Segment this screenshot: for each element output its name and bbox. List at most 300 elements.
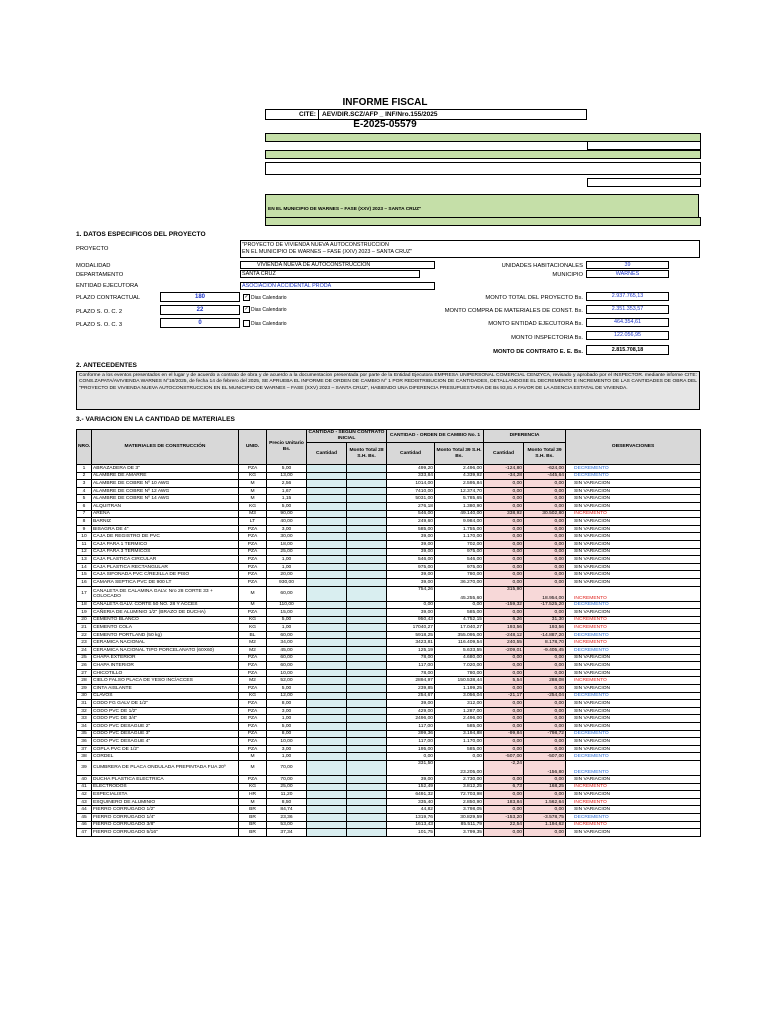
checkbox-checked-icon[interactable]: ✓ — [244, 306, 249, 312]
diff-amount: 0,00 — [524, 738, 566, 746]
materials-table — [76, 429, 701, 837]
observation: SIN VARIACION — [566, 738, 701, 746]
order-amount: 1.380,90 — [435, 502, 484, 510]
contract-amount — [347, 487, 387, 495]
row-number: 12 — [77, 548, 92, 556]
table-row — [77, 821, 701, 829]
order-qty: 152,49 — [387, 783, 435, 791]
unit-price: 1,00 — [267, 556, 307, 564]
diff-amount: 1.194,62 — [524, 821, 566, 829]
material-name: CODO PVC DE 1/2" — [92, 707, 239, 715]
observation: SIN VARIACION — [566, 548, 701, 556]
diff-qty: 315,90 — [484, 586, 524, 601]
order-amount: 3.194,88 — [435, 730, 484, 738]
row-number: 22 — [77, 631, 92, 639]
unit-price: 1,00 — [267, 563, 307, 571]
material-name: ARENA — [92, 510, 239, 518]
unit-price: 3,00 — [267, 707, 307, 715]
contract-qty — [307, 813, 347, 821]
unit: PZA — [239, 609, 267, 617]
row-number: 33 — [77, 715, 92, 723]
observation: INCREMENTO — [566, 677, 701, 685]
material-name: CODO PVC DE 3/4" — [92, 715, 239, 723]
order-amount: 355.095,00 — [435, 631, 484, 639]
contract-qty — [307, 465, 347, 473]
material-name: CAJA PARA 3 TERMICOS — [92, 548, 239, 556]
diff-qty: 0,00 — [484, 738, 524, 746]
contract-qty — [307, 495, 347, 503]
material-name: ABRAZADERA DE 3" — [92, 465, 239, 473]
row-number: 36 — [77, 738, 92, 746]
row-number: 34 — [77, 723, 92, 731]
unit: PZA — [239, 669, 267, 677]
monto-inspectoria-value: 122.056,95 — [586, 331, 669, 340]
unit-price: 10,00 — [267, 738, 307, 746]
diff-amount: -14.887,20 — [524, 631, 566, 639]
order-qty: 3423,81 — [387, 639, 435, 647]
unidades-value: 39 — [586, 261, 669, 269]
contract-amount — [347, 540, 387, 548]
material-name: CAÑERIA DE ALUMINIO 1/2" (BRAZO DE DUCHA) — [92, 609, 239, 617]
row-number: 46 — [77, 821, 92, 829]
order-qty: 975,00 — [387, 563, 435, 571]
order-qty: 249,60 — [387, 518, 435, 526]
unit-price: 1,15 — [267, 495, 307, 503]
unit-price: 11,20 — [267, 791, 307, 799]
plazo-soc3-label: PLAZO S. O. C. 3 — [76, 322, 123, 328]
order-amount: 7.020,00 — [435, 662, 484, 670]
order-amount: 780,00 — [435, 669, 484, 677]
contract-amount — [347, 730, 387, 738]
observation: SIN VARIACION — [566, 723, 701, 731]
order-amount: 1.199,25 — [435, 685, 484, 693]
diff-amount: 8.178,70 — [524, 639, 566, 647]
unit: BR — [239, 829, 267, 837]
table-row — [77, 586, 701, 601]
contract-amount — [347, 647, 387, 655]
order-qty: 44,82 — [387, 806, 435, 814]
unit-price: 2,56 — [267, 480, 307, 488]
unit: BR — [239, 813, 267, 821]
unit-price: 37,34 — [267, 829, 307, 837]
unit-price: 5,00 — [267, 616, 307, 624]
unit: BL — [239, 631, 267, 639]
observation: DECREMENTO — [566, 760, 701, 775]
order-amount: 975,00 — [435, 548, 484, 556]
order-amount: 975,00 — [435, 563, 484, 571]
diff-amount: 0,00 — [524, 791, 566, 799]
unit-price: 5,00 — [267, 502, 307, 510]
unit-price: 20,00 — [267, 571, 307, 579]
row-number: 14 — [77, 563, 92, 571]
order-qty: 0,00 — [387, 753, 435, 761]
table-row — [77, 495, 701, 503]
unit-price: 1,67 — [267, 487, 307, 495]
contract-qty — [307, 753, 347, 761]
contract-qty — [307, 806, 347, 814]
material-name: ALAMBRE DE AMARRE — [92, 472, 239, 480]
diff-amount: -624,00 — [524, 465, 566, 473]
unit-price: 70,00 — [267, 760, 307, 775]
row-number: 35 — [77, 730, 92, 738]
unit-price: 53,00 — [267, 821, 307, 829]
contract-amount — [347, 775, 387, 783]
order-amount: 0,00 — [435, 601, 484, 609]
row-number: 28 — [77, 677, 92, 685]
material-name: CHAPA EXTERIOR — [92, 654, 239, 662]
table-row — [77, 738, 701, 746]
header-green-bar-2 — [265, 150, 701, 159]
diff-qty: -159,32 — [484, 601, 524, 609]
order-qty: 5031,00 — [387, 495, 435, 503]
observation: INCREMENTO — [566, 510, 701, 518]
diff-qty: 0,00 — [484, 700, 524, 708]
unit: PZA — [239, 738, 267, 746]
diff-qty: -209,01 — [484, 647, 524, 655]
unit-price: 45,00 — [267, 647, 307, 655]
contract-amount — [347, 798, 387, 806]
order-amount: 2.595,84 — [435, 480, 484, 488]
monto-entidad-label: MONTO ENTIDAD EJECUTORA Bs. — [488, 321, 583, 327]
unit-price: 15,00 — [267, 609, 307, 617]
municipio-value: WARNES — [586, 270, 669, 278]
material-name: CAJA PLASTICA CIRCULAR — [92, 556, 239, 564]
departamento-value: SANTA CRUZ — [240, 270, 420, 278]
diff-qty: 5,54 — [484, 677, 524, 685]
unit-price: 25,00 — [267, 783, 307, 791]
observation: SIN VARIACION — [566, 502, 701, 510]
material-name: CODO PVC DESAGUE 3" — [92, 730, 239, 738]
unit-price: 60,00 — [267, 631, 307, 639]
antecedentes-text: Conforme a los eventos presentados en el lugar y de acuerdo a contrato de obra y de acuerdo a la documentacion presentada por parte de la Entidad Ejecutora EMPRESA UNIPERSONAL COMERCIAL CENZYCA, revisado y aprobado por el INSPECTOR. mediante informe CITE: CONS.ZAPATA/AVIVIENDA WARNES N°18/2025, de fecha 14 de febrero del 2025, SE APRUEBA EL INFORME DE ORDEN DE CAMBIO N° 1 POR REDISTRIBUCION DE CANTIDADES, DETALLANDOSE EL DECREMENTO E INCREMENTO DE LAS CANTIDADES DE OBRA DEL "PROYECTO DE VIVIENDA NUEVA AUTOCONSTRUCCION EN EL MUNICIPIO DE WARNES – FASE (XXV) 2023 – SANTA CRUZ", HABIENDO UNA DIFERENCIA PRESUPUESTARIA DE Bs 93,81 A FAVOR DE LA AGENCIA ESTATAL DE VIVIENDA. — [76, 371, 700, 410]
diff-qty: 0,00 — [484, 669, 524, 677]
contract-qty — [307, 677, 347, 685]
diff-qty: 0,00 — [484, 707, 524, 715]
unit: HR — [239, 791, 267, 799]
table-row — [77, 601, 701, 609]
row-number: 32 — [77, 707, 92, 715]
order-amount: 72.703,98 — [435, 791, 484, 799]
unit: KG — [239, 472, 267, 480]
plazo-soc3-value: 0 — [160, 318, 240, 328]
contract-qty — [307, 487, 347, 495]
diff-qty: -99,84 — [484, 730, 524, 738]
table-row — [77, 715, 701, 723]
unit: PZA — [239, 745, 267, 753]
row-number: 4 — [77, 487, 92, 495]
observation: DECREMENTO — [566, 472, 701, 480]
contract-amount — [347, 692, 387, 700]
material-name: CIELO FALSO PLACA DE YESO INC/ACCES — [92, 677, 239, 685]
order-amount: 49.140,00 — [435, 510, 484, 518]
unit: PZA — [239, 578, 267, 586]
table-row — [77, 465, 701, 473]
col-group-diferencia: DIFERENCIA — [484, 430, 566, 443]
material-name: FIERRO CORRUGADO 3/8" — [92, 821, 239, 829]
unit: M2 — [239, 639, 267, 647]
diff-amount: -3.578,75 — [524, 813, 566, 821]
diff-amount: 0,00 — [524, 662, 566, 670]
unit-price: 60,00 — [267, 586, 307, 601]
contract-amount — [347, 700, 387, 708]
observation: SIN VARIACION — [566, 707, 701, 715]
order-qty: 39,00 — [387, 540, 435, 548]
observation: SIN VARIACION — [566, 669, 701, 677]
diff-qty: 0,00 — [484, 487, 524, 495]
contract-amount — [347, 806, 387, 814]
order-amount: 1.170,00 — [435, 738, 484, 746]
diff-amount: 0,00 — [524, 700, 566, 708]
contract-amount — [347, 601, 387, 609]
order-amount: 312,00 — [435, 700, 484, 708]
material-name: ESPECIALISTA — [92, 791, 239, 799]
contract-amount — [347, 654, 387, 662]
observation: SIN VARIACION — [566, 791, 701, 799]
order-amount: 2.496,00 — [435, 715, 484, 723]
table-row — [77, 760, 701, 775]
row-number: 39 — [77, 760, 92, 775]
unit-price: 5,00 — [267, 465, 307, 473]
unit-price: 52,00 — [267, 677, 307, 685]
diff-amount: 0,00 — [524, 707, 566, 715]
diff-amount: 0,00 — [524, 556, 566, 564]
diff-amount: -798,72 — [524, 730, 566, 738]
table-row — [77, 707, 701, 715]
table-row — [77, 533, 701, 541]
diff-amount: -507,00 — [524, 753, 566, 761]
col-group-orden: CANTIDAD - ORDEN DE CAMBIO No. 1 — [387, 430, 484, 443]
observation: SIN VARIACION — [566, 556, 701, 564]
header-white-box-2 — [587, 178, 701, 187]
table-row — [77, 616, 701, 624]
contract-amount — [347, 495, 387, 503]
diff-amount: 0,00 — [524, 609, 566, 617]
contract-amount — [347, 745, 387, 753]
diff-qty: 193,56 — [484, 624, 524, 632]
diff-amount: 0,00 — [524, 806, 566, 814]
contract-amount — [347, 639, 387, 647]
material-name: BISAGRA DE 4" — [92, 525, 239, 533]
order-amount: 585,00 — [435, 745, 484, 753]
contract-qty — [307, 829, 347, 837]
contract-qty — [307, 791, 347, 799]
diff-amount: -254,04 — [524, 692, 566, 700]
row-number: 19 — [77, 609, 92, 617]
row-number: 18 — [77, 601, 92, 609]
diff-qty: 0,00 — [484, 609, 524, 617]
unit: KG — [239, 502, 267, 510]
unit: PZA — [239, 723, 267, 731]
contract-qty — [307, 821, 347, 829]
unit-price: 930,00 — [267, 578, 307, 586]
contract-qty — [307, 730, 347, 738]
material-name: ALAMBRE DE COBRE Nº 10 AWG — [92, 480, 239, 488]
unit-price: 18,00 — [267, 540, 307, 548]
material-name: FIERRO CORRUGADO 5/16" — [92, 829, 239, 837]
contract-qty — [307, 563, 347, 571]
contract-amount — [347, 791, 387, 799]
table-row — [77, 540, 701, 548]
table-row — [77, 700, 701, 708]
observation: SIN VARIACION — [566, 563, 701, 571]
plazo-soc3-unit — [243, 320, 287, 327]
table-row — [77, 730, 701, 738]
plazo-soc2-label: PLAZO S. O. C. 2 — [76, 309, 123, 315]
contract-qty — [307, 510, 347, 518]
row-number: 16 — [77, 578, 92, 586]
order-qty: 254,67 — [387, 692, 435, 700]
unit-price: 34,00 — [267, 639, 307, 647]
row-number: 8 — [77, 518, 92, 526]
material-name: CERAMICA NACIONAL TIPO PORCELANATO (60X60) — [92, 647, 239, 655]
unit: M2 — [239, 647, 267, 655]
contract-amount — [347, 586, 387, 601]
order-amount: 3.056,04 — [435, 692, 484, 700]
contract-amount — [347, 616, 387, 624]
table-row — [77, 639, 701, 647]
material-name: CODO PVC DESAGUE 4" — [92, 738, 239, 746]
observation: INCREMENTO — [566, 639, 701, 647]
material-name: CAJA DE REGISTRO DE PVC — [92, 533, 239, 541]
table-row — [77, 647, 701, 655]
material-name: CLAVOS — [92, 692, 239, 700]
order-qty: 276,18 — [387, 502, 435, 510]
unit: M3 — [239, 510, 267, 518]
row-number: 27 — [77, 669, 92, 677]
row-number: 3 — [77, 480, 92, 488]
checkbox-empty-icon[interactable] — [243, 320, 250, 327]
contract-qty — [307, 578, 347, 586]
modalidad-label: MODALIDAD — [76, 263, 111, 269]
col-material: MATERIALES DE CONSTRUCCIÓN — [92, 430, 239, 465]
table-row — [77, 685, 701, 693]
order-qty: 950,43 — [387, 616, 435, 624]
unit-price: 5,00 — [267, 685, 307, 693]
modalidad-value: VIVIENDA NUEVA DE AUTOCONSTRUCCION — [240, 261, 435, 269]
order-amount: 30.829,59 — [435, 813, 484, 821]
contract-amount — [347, 723, 387, 731]
unidades-label: UNIDADES HABITACIONALES — [501, 263, 583, 269]
order-qty: 399,36 — [387, 730, 435, 738]
material-name: FIERRO CORRUGADO 1/4" — [92, 813, 239, 821]
unit-price: 1,00 — [267, 753, 307, 761]
observation: INCREMENTO — [566, 798, 701, 806]
table-row — [77, 654, 701, 662]
table-row — [77, 806, 701, 814]
order-amount: 12.374,70 — [435, 487, 484, 495]
material-name: CODO PVC DESAGUE 2" — [92, 723, 239, 731]
table-row — [77, 518, 701, 526]
observation: SIN VARIACION — [566, 518, 701, 526]
order-amount: 2.496,00 — [435, 465, 484, 473]
observation: SIN VARIACION — [566, 829, 701, 837]
row-number: 15 — [77, 571, 92, 579]
row-number: 7 — [77, 510, 92, 518]
observation: SIN VARIACION — [566, 715, 701, 723]
unit: PZA — [239, 700, 267, 708]
table-row — [77, 487, 701, 495]
order-qty: 6491,32 — [387, 791, 435, 799]
order-qty: 39,00 — [387, 609, 435, 617]
row-number: 2 — [77, 472, 92, 480]
material-name: CORDEL — [92, 753, 239, 761]
diff-qty: 240,55 — [484, 639, 524, 647]
contract-amount — [347, 525, 387, 533]
row-number: 23 — [77, 639, 92, 647]
order-qty: 2496,00 — [387, 715, 435, 723]
diff-qty: 0,00 — [484, 578, 524, 586]
diff-amount: 0,00 — [524, 669, 566, 677]
contract-amount — [347, 502, 387, 510]
diff-qty: -248,12 — [484, 631, 524, 639]
unit: PZA — [239, 730, 267, 738]
material-name: COPLA PVC DE 1/2" — [92, 745, 239, 753]
observation: SIN VARIACION — [566, 571, 701, 579]
unit: LT — [239, 518, 267, 526]
observation: INCREMENTO — [566, 586, 701, 601]
unit: KG — [239, 616, 267, 624]
proyecto-box — [240, 240, 700, 258]
row-number: 47 — [77, 829, 92, 837]
order-amount: 150.538,44 — [435, 677, 484, 685]
material-name: CINTA AISLANTE — [92, 685, 239, 693]
observation: INCREMENTO — [566, 783, 701, 791]
observation: SIN VARIACION — [566, 685, 701, 693]
diff-amount: 0,00 — [524, 548, 566, 556]
col-nro: NRO. — [77, 430, 92, 465]
material-name: CHAPA INTERIOR — [92, 662, 239, 670]
dias-calendario-2: Dias Calendario — [251, 306, 287, 313]
contract-amount — [347, 662, 387, 670]
material-name: CAJA PARA 1 TERMICO — [92, 540, 239, 548]
row-number: 30 — [77, 692, 92, 700]
observation: DECREMENTO — [566, 601, 701, 609]
observation: SIN VARIACION — [566, 775, 701, 783]
unit-price: 25,00 — [267, 548, 307, 556]
diff-qty: 183,84 — [484, 798, 524, 806]
order-qty: 39,00 — [387, 700, 435, 708]
col-cantidad-dif: Cantidad — [484, 443, 524, 465]
unit-price: 110,00 — [267, 601, 307, 609]
order-qty: 17040,27 — [387, 624, 435, 632]
material-name: CAJA SIFONADA PVC C/REJILLA DE PISO — [92, 571, 239, 579]
observation: SIN VARIACION — [566, 662, 701, 670]
diff-qty: 0,00 — [484, 540, 524, 548]
diff-amount: 0,00 — [524, 480, 566, 488]
monto-total-value: 2.937.765,13 — [586, 292, 669, 301]
table-row — [77, 563, 701, 571]
section3-heading: 3.- VARIACION EN LA CANTIDAD DE MATERIALES — [76, 416, 235, 423]
order-amount: 9.984,00 — [435, 518, 484, 526]
contract-amount — [347, 669, 387, 677]
order-qty: 39,00 — [387, 548, 435, 556]
unit: M2 — [239, 677, 267, 685]
order-qty: 39,00 — [387, 578, 435, 586]
unit: KG — [239, 692, 267, 700]
row-number: 10 — [77, 533, 92, 541]
table-row — [77, 624, 701, 632]
diff-amount: 18.954,00 — [524, 586, 566, 601]
checkbox-checked-icon[interactable]: ✓ — [244, 294, 249, 300]
col-observaciones: OBSERVACIONES — [566, 430, 701, 465]
contract-qty — [307, 692, 347, 700]
unit: PZA — [239, 685, 267, 693]
unit: PZA — [239, 662, 267, 670]
unit: PZA — [239, 540, 267, 548]
order-qty: 5918,25 — [387, 631, 435, 639]
observation: SIN VARIACION — [566, 806, 701, 814]
table-row — [77, 662, 701, 670]
